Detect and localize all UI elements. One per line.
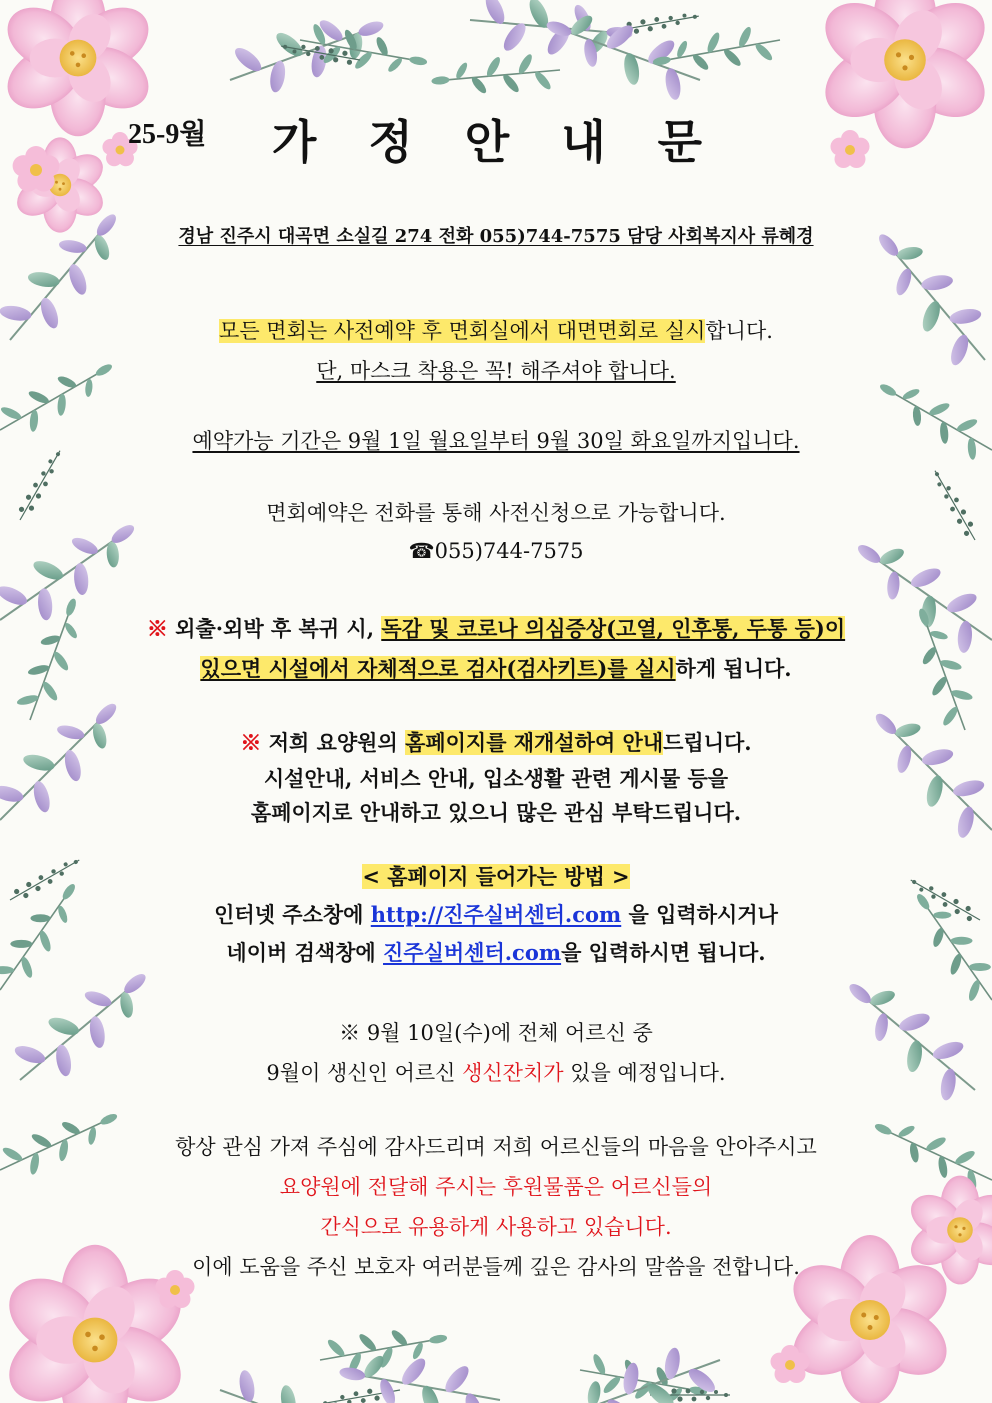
reservation-period-text: 예약가능 기간은 9월 1일 월요일부터 9월 30일 화요일까지입니다. <box>192 429 800 453</box>
homepage-line-1 <box>0 728 992 758</box>
birthday-line-1: ※ 9월 10일(수)에 전체 어르신 중 <box>339 1021 653 1045</box>
outing-line-1 <box>0 614 992 644</box>
howto-line-1-post: 을 입력하시거나 <box>621 902 778 927</box>
homepage-line-1-rest: 드립니다. <box>663 730 752 755</box>
howto-line-1 <box>0 900 992 930</box>
howto-line-2-post: 을 입력하시면 됩니다. <box>561 940 766 965</box>
birthday-party-emphasis: 생신잔치가 <box>462 1061 564 1085</box>
visit-line-2 <box>0 356 992 386</box>
homepage-url-link[interactable]: http://진주실버센터.com <box>370 902 622 927</box>
howto-heading-text: < 홈페이지 들어가는 방법 > <box>362 864 630 889</box>
thanks-line-4: 이에 도움을 주신 보호자 여러분들께 깊은 감사의 말씀을 전합니다. <box>192 1255 800 1279</box>
mask-notice: 단, 마스크 착용은 꼭! 해주셔야 합니다. <box>316 359 676 383</box>
naver-search-link[interactable]: 진주실버센터.com <box>383 940 562 965</box>
outing-line-1-pre: 외출·외박 후 복귀 시, <box>167 616 382 641</box>
reservation-method: 면회예약은 전화를 통해 사전신청으로 가능합니다. <box>266 501 726 525</box>
thanks-line-3: 간식으로 유용하게 사용하고 있습니다. <box>320 1215 672 1239</box>
outing-highlight-2: 있으면 시설에서 자체적으로 검사(검사키트)를 실시 <box>200 656 676 681</box>
reference-mark-icon: ※ <box>240 730 262 755</box>
howto-heading <box>0 862 992 892</box>
birthday-line-2-post: 있을 예정입니다. <box>563 1061 726 1085</box>
notice-month: 25-9월 <box>128 119 207 150</box>
howto-line-1-pre: 인터넷 주소창에 <box>214 902 371 927</box>
outing-highlight-1: 독감 및 코로나 의심증상(고열, 인후통, 두통 등)이 <box>381 616 846 641</box>
page-title: 가 정 안 내 문 <box>271 115 721 169</box>
howto-line-2 <box>0 938 992 968</box>
birthday-line-2 <box>0 1058 992 1088</box>
reference-mark-icon: ※ <box>146 616 168 641</box>
howto-line-2-pre: 네이버 검색창에 <box>226 940 384 965</box>
thanks-line-2: 요양원에 전달해 주시는 후원물품은 어르신들의 <box>279 1175 713 1199</box>
reservation-phone: ☎055)744-7575 <box>408 539 584 563</box>
visit-line-1-rest: 합니다. <box>705 319 773 343</box>
homepage-line-1-pre: 저희 요양원의 <box>261 730 406 755</box>
homepage-line-3: 홈페이지로 안내하고 있으니 많은 관심 부탁드립니다. <box>250 800 742 825</box>
homepage-highlight: 홈페이지를 재개설하여 안내 <box>405 730 664 755</box>
contact-line: 경남 진주시 대곡면 소실길 274 전화 055)744-7575 담당 사회복지사 류혜경 <box>178 226 814 247</box>
reservation-period <box>0 426 992 456</box>
outing-line-2-rest: 하게 됩니다. <box>675 656 792 681</box>
outing-line-2 <box>0 654 992 684</box>
visit-line-1 <box>0 316 992 346</box>
thanks-line-1: 항상 관심 가져 주심에 감사드리며 저희 어르신들의 마음을 안아주시고 <box>175 1135 817 1159</box>
visit-highlight: 모든 면회는 사전예약 후 면회실에서 대면면회로 실시 <box>219 319 706 343</box>
birthday-line-2-pre: 9월이 생신인 어르신 <box>266 1061 463 1085</box>
homepage-line-2: 시설안내, 서비스 안내, 입소생활 관련 게시물 등을 <box>263 766 729 791</box>
